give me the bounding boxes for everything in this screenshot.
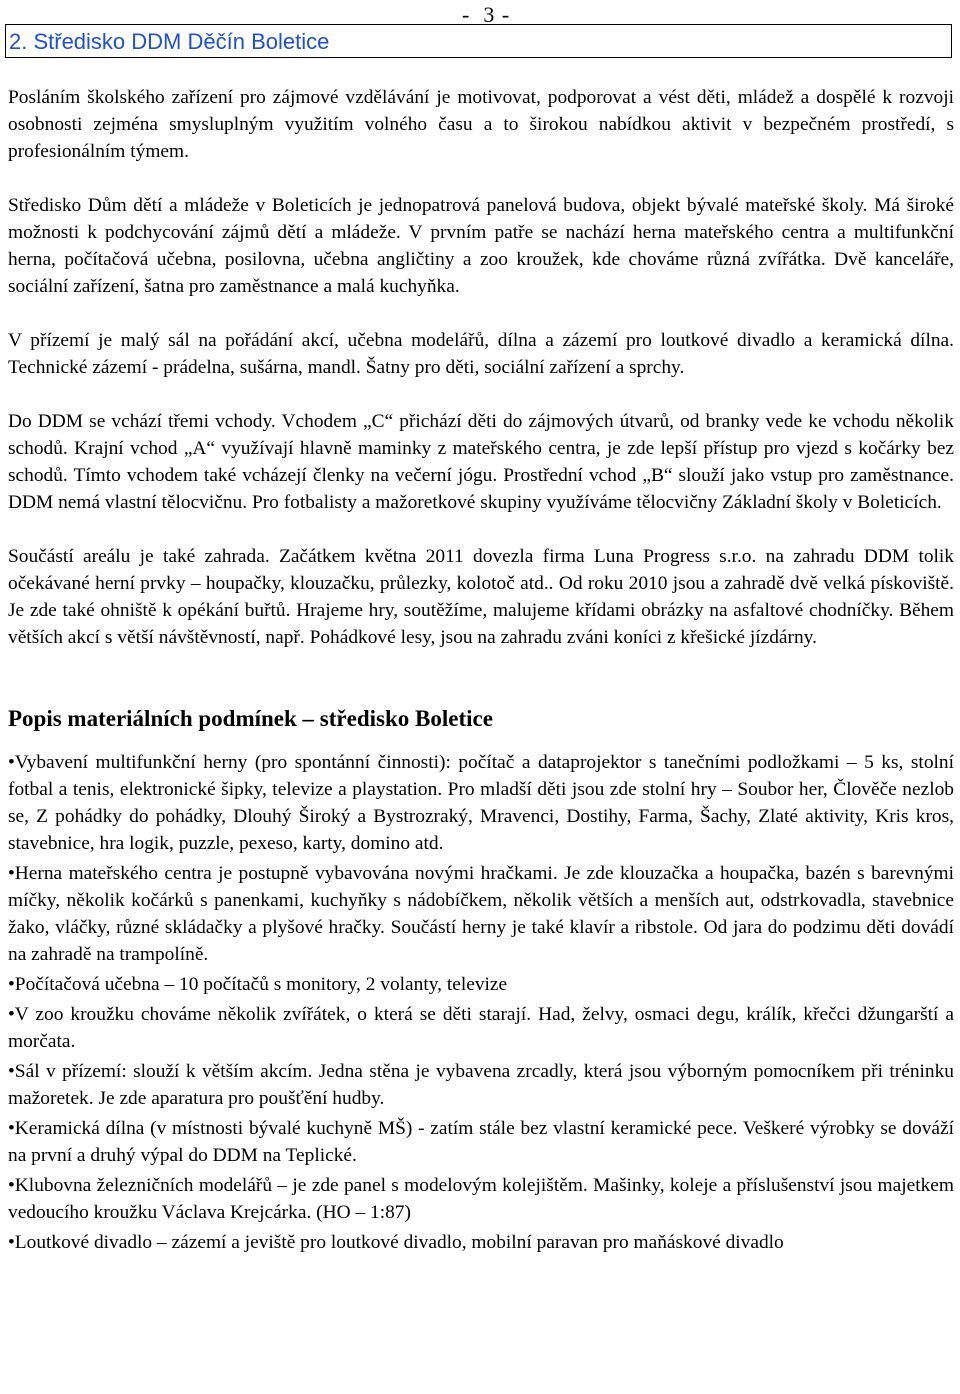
list-item	[8, 860, 954, 968]
list-item	[8, 749, 954, 857]
paragraph-building: Středisko Dům dětí a mládeže v Boleticích je jednopatrová panelová budova, objekt bývalé mateřské školy. Má široké možnosti k podchycování zájmů dětí a mládeže. V prvním patře se nachází herna mateřského centra a multifunkční herna, počítačová učebna, posilovna, učebna angličtiny a zoo kroužek, kde chováme různá zvířátka. Dvě kanceláře, sociální zařízení, šatna pro zaměstnance a malá kuchyňka.	[8, 195, 954, 297]
list-item-text: Vybavení multifunkční herny (pro spontánní činnosti): počítač a dataprojektor s tanečními podložkami – 5 ks, stolní fotbal a tenis, elektronické šipky, televize a playstation. Pro mladší děti jsou zde stolní hry – Soubor her, Člověče nezlob se, Z pohádky do pohádky, Dlouhý Široký a Bystrozraký, Mravenci, Dostihy, Farma, Šachy, Zlaté aktivity, Kris kros, stavebnice, hra logik, puzzle, pexeso, karty, domino atd.	[8, 752, 954, 854]
section-spacer	[8, 651, 954, 703]
bullet-icon: •	[8, 863, 15, 884]
bullet-icon: •	[8, 1175, 15, 1196]
material-conditions-list	[8, 749, 954, 1256]
section-title: 2. Středisko DDM Děčín Boletice	[9, 29, 330, 54]
list-item	[8, 1001, 954, 1055]
list-item	[8, 1172, 954, 1226]
paragraph-entrances: Do DDM se vchází třemi vchody. Vchodem „C“ přichází děti do zájmových útvarů, od branky vede ke vchodu několik schodů. Krajní vchod „A“ využívají hlavně maminky z mateřského centra, je zde lepší přístup pro vjezd s kočárky bez schodů. Tímto vchodem také vcházejí členky na večerní jógu. Prostřední vchod „B“ slouží jako vstup pro zaměstnance. DDM nemá vlastní tělocvičnu. Pro fotbalisty a mažoretkové skupiny využíváme tělocvičny Základní školy v Boleticích.	[8, 411, 954, 513]
list-item-text: Herna mateřského centra je postupně vybavována novými hračkami. Je zde klouzačka a houpačka, bazén s barevnými míčky, několik kočárků s panenkami, kuchyňky s nádobíčkem, několik větších a menších aut, odstrkovadla, stavebnice žako, vláčky, různé skládačky a plyšové hračky. Součástí herny je také klavír a ribstole. Od jara do podzimu děti dovádí na zahradě na trampolíně.	[8, 863, 954, 965]
header-box	[5, 24, 952, 58]
list-item	[8, 971, 954, 998]
bullet-icon: •	[8, 974, 15, 995]
bullet-icon: •	[8, 1118, 15, 1139]
bullet-icon: •	[8, 752, 15, 773]
bullet-icon: •	[8, 1061, 15, 1082]
document-body	[8, 84, 954, 1259]
list-item-text: Loutkové divadlo – zázemí a jeviště pro loutkové divadlo, mobilní paravan pro maňáskové divadlo	[14, 1232, 784, 1253]
page-number: - 3 -	[462, 2, 511, 27]
list-item-text: Keramická dílna (v místnosti bývalé kuchyně MŠ) - zatím stále bez vlastní keramické pece. Veškeré výrobky se dováží na první a druhý výpal do DDM na Teplické.	[8, 1118, 954, 1166]
list-item	[8, 1058, 954, 1112]
list-item-text: Sál v přízemí: slouží k větším akcím. Jedna stěna je vybavena zrcadly, která jsou výborným pomocníkem při tréninku mažoretek. Je zde aparatura pro poušťění hudby.	[8, 1061, 954, 1109]
bullet-icon: •	[8, 1004, 15, 1025]
list-item	[8, 1115, 954, 1169]
paragraph-garden: Součástí areálu je také zahrada. Začátkem května 2011 dovezla firma Luna Progress s.r.o. na zahradu DDM tolik očekávané herní prvky – houpačky, klouzačku, průlezky, kolotoč atd.. Od roku 2010 jsou a zahradě dvě velká pískoviště. Je zde také ohniště k opékání buřtů. Hrajeme hry, soutěžíme, malujeme křídami obrázky na asfaltové chodníčky. Během větších akcí s větší návštěvností, např. Pohádkové lesy, jsou na zahradu zváni koníci z křešické jízdárny.	[8, 546, 954, 648]
section-heading: Popis materiálních podmínek – středisko Boletice	[8, 706, 493, 731]
list-item	[8, 1229, 954, 1256]
paragraph-ground-floor: V přízemí je malý sál na pořádání akcí, učebna modelářů, dílna a zázemí pro loutkové divadlo a keramická dílna. Technické zázemí - prádelna, sušárna, mandl. Šatny pro děti, sociální zařízení a sprchy.	[8, 330, 954, 378]
list-item-text: V zoo kroužku chováme několik zvířátek, o která se děti starají. Had, želvy, osmaci degu, králík, křečci džungarští a morčata.	[8, 1004, 954, 1052]
list-item-text: Počítačová učebna – 10 počítačů s monitory, 2 volanty, televize	[14, 974, 508, 995]
list-item-text: Klubovna železničních modelářů – je zde panel s modelovým kolejištěm. Mašinky, koleje a příslušenství jsou majetkem vedoucího kroužku Václava Krejcárka. (HO – 1:87)	[8, 1175, 954, 1223]
paragraph-mission: Posláním školského zařízení pro zájmové vzdělávání je motivovat, podporovat a vést děti, mládež a dospělé k rozvoji osobnosti zejména smysluplným využitím volného času a to širokou nabídkou aktivit v bezpečném prostředí, s profesionálním týmem.	[8, 87, 954, 162]
bullet-icon: •	[8, 1232, 15, 1253]
